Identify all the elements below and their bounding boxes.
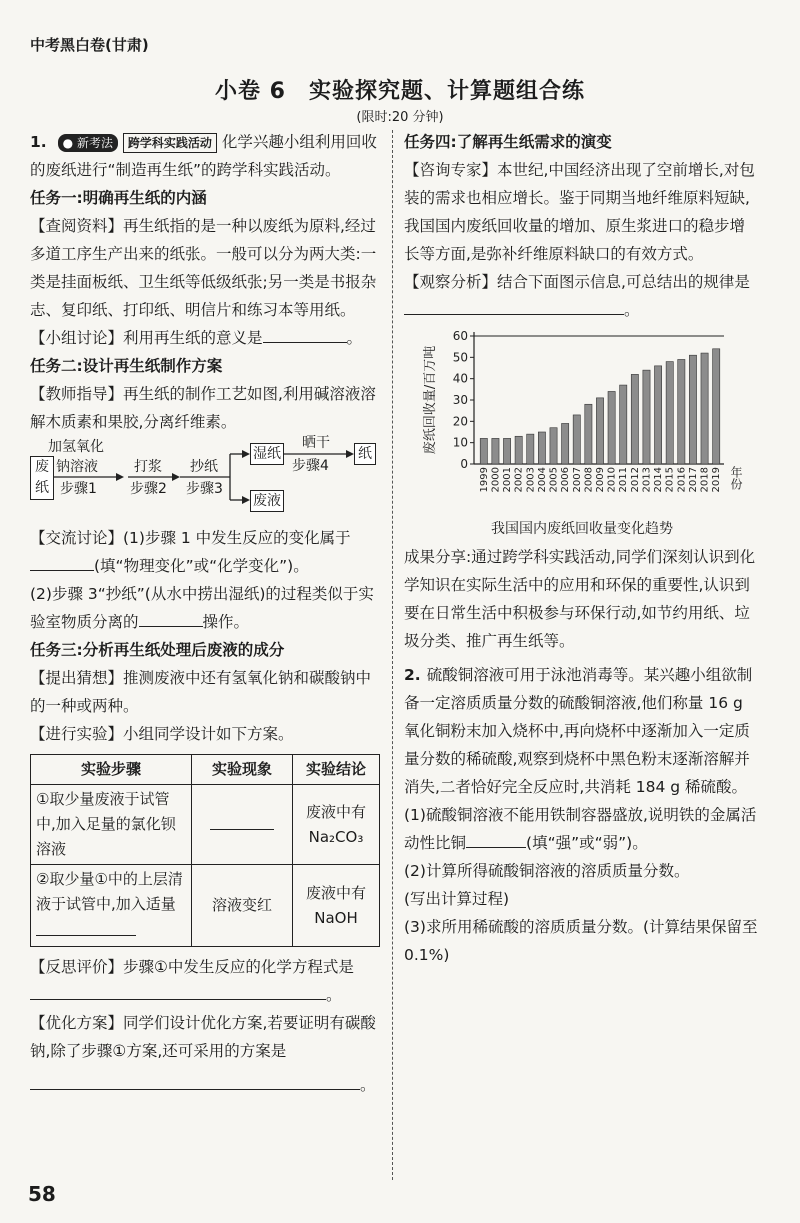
bar bbox=[527, 434, 534, 464]
task3-reflection bbox=[30, 953, 380, 1009]
x-tick-label: 2007 bbox=[571, 467, 583, 493]
x-tick-label: 2017 bbox=[687, 467, 699, 493]
q2-sub2-note: (写出计算过程) bbox=[404, 890, 510, 908]
y-tick-label: 40 bbox=[452, 371, 468, 386]
x-tick-label: 2002 bbox=[513, 467, 525, 493]
box-waste-liquid: 废液 bbox=[250, 490, 284, 512]
answer-blank[interactable] bbox=[139, 608, 203, 627]
task1-reference: 【查阅资料】再生纸指的是一种以废纸为原料,经过多道工序生产出来的纸张。一般可以分为两大类:一类是挂面板纸、卫生纸等低级纸张;另一类是书报杂志、复印纸、打印纸、明信片和练习本等用纸。 bbox=[30, 217, 377, 319]
table-header: 实验现象 bbox=[192, 755, 293, 785]
y-tick-label: 10 bbox=[452, 435, 468, 450]
task4-analysis-text: 【观察分析】结合下面图示信息,可总结出的规律是 bbox=[404, 273, 750, 291]
bar bbox=[596, 398, 603, 464]
task1-title: 任务一:明确再生纸的内涵 bbox=[30, 189, 207, 207]
x-axis-label: 年份 bbox=[729, 466, 743, 490]
experiment-table bbox=[30, 754, 380, 947]
x-tick-label: 2012 bbox=[629, 467, 641, 493]
step1-label: 步骤1 bbox=[60, 481, 97, 497]
q2-number: 2. bbox=[404, 666, 421, 684]
table-cell-conclusion: 废液中有 NaOH bbox=[293, 865, 380, 947]
task3-reflection-text: 【反思评价】步骤①中发生反应的化学方程式是 bbox=[30, 958, 354, 976]
bar bbox=[643, 370, 650, 464]
table-row bbox=[31, 865, 380, 947]
answer-blank[interactable] bbox=[30, 981, 326, 1000]
bar bbox=[689, 355, 696, 464]
period: 。 bbox=[346, 329, 363, 347]
process-flow-diagram bbox=[30, 435, 380, 518]
page-number: 58 bbox=[28, 1182, 56, 1206]
step1-reagent-1: 加氢氧化 bbox=[48, 439, 104, 455]
table-cell-step bbox=[31, 865, 192, 947]
right-column bbox=[404, 128, 760, 969]
task2-question1 bbox=[30, 524, 380, 580]
answer-blank[interactable] bbox=[30, 1071, 360, 1090]
x-tick-label: 2015 bbox=[664, 467, 676, 493]
bar bbox=[480, 438, 487, 464]
bar bbox=[631, 374, 638, 464]
answer-blank[interactable] bbox=[263, 324, 347, 343]
header-tag: 中考黑白卷(甘肃) bbox=[30, 36, 149, 54]
table-header: 实验步骤 bbox=[31, 755, 192, 785]
bar bbox=[620, 385, 627, 464]
x-tick-label: 2003 bbox=[525, 467, 537, 493]
bar bbox=[678, 359, 685, 464]
task3-experiment: 【进行实验】小组同学设计如下方案。 bbox=[30, 725, 294, 743]
step4-action: 晒干 bbox=[302, 435, 330, 451]
table-header-row bbox=[31, 755, 380, 785]
answer-blank[interactable] bbox=[36, 917, 136, 936]
task2-q1-text: 【交流讨论】(1)步骤 1 中发生反应的变化属于 bbox=[30, 529, 351, 547]
task1-discussion-text: 【小组讨论】利用再生纸的意义是 bbox=[30, 329, 263, 347]
step3-action: 抄纸 bbox=[190, 459, 218, 475]
y-tick-label: 50 bbox=[452, 350, 468, 365]
task2-title: 任务二:设计再生纸制作方案 bbox=[30, 357, 223, 375]
task2-q2-text: (2)步骤 3“抄纸”(从水中捞出湿纸)的过程类似于实验室物质分离的 bbox=[30, 585, 374, 631]
task3-hypothesis: 【提出猜想】推测废液中还有氢氧化钠和碳酸钠中的一种或两种。 bbox=[30, 669, 372, 715]
q2-intro-text: 硫酸铜溶液可用于泳池消毒等。某兴趣小组欲制备一定溶质质量分数的硫酸铜溶液,他们称量 16 g 氧化铜粉末加入烧杯中,再向烧杯中逐渐加入一定质量分数的稀硫酸,观察到烧杯中黑色粉末逐渐溶解并消失,二者恰好完全反应时,共消耗 184 g 稀硫酸。 bbox=[404, 666, 753, 796]
x-tick-label: 2010 bbox=[606, 467, 618, 493]
q1-number: 1. bbox=[30, 133, 47, 151]
x-tick-label: 2019 bbox=[711, 467, 723, 493]
column-divider bbox=[392, 130, 393, 1180]
x-tick-label: 1999 bbox=[478, 467, 490, 493]
answer-blank[interactable] bbox=[466, 829, 526, 848]
x-tick-label: 2008 bbox=[583, 467, 595, 493]
chart-title: 我国国内废纸回收量变化趋势 bbox=[491, 521, 673, 537]
table-cell-conclusion: 废液中有 Na₂CO₃ bbox=[293, 785, 380, 865]
y-tick-label: 20 bbox=[452, 414, 468, 429]
box-wet-paper: 湿纸 bbox=[250, 443, 284, 465]
x-tick-label: 2016 bbox=[676, 467, 688, 493]
table-cell-phenomenon: 溶液变红 bbox=[192, 865, 293, 947]
page-title: 小卷 6 实验探究题、计算题组合练 bbox=[215, 79, 585, 104]
y-axis-label: 废纸回收量/百万吨 bbox=[423, 345, 438, 455]
q1-intro bbox=[30, 128, 380, 184]
q2-sub2: (2)计算所得硫酸铜溶液的溶质质量分数。 bbox=[404, 862, 690, 880]
q1-intro-text: 化学兴趣小组利用回收的废纸进行“制造再生纸”的跨学科实践活动。 bbox=[30, 133, 377, 179]
table-cell-phenomenon bbox=[192, 785, 293, 865]
q1-outro: 成果分享:通过跨学科实践活动,同学们深刻认识到化学知识在实际生活中的应用和环保的重要性,认识到要在日常生活中积极参与环保行动,如节约用纸、垃圾分类、推广再生纸等。 bbox=[404, 548, 756, 650]
y-tick-label: 30 bbox=[452, 393, 468, 407]
left-column bbox=[30, 128, 380, 1099]
task4-analysis bbox=[404, 268, 760, 324]
period: 。 bbox=[326, 986, 342, 1004]
task2-q1-hint: (填“物理变化”或“化学变化”)。 bbox=[94, 557, 309, 575]
bar bbox=[654, 366, 661, 464]
y-tick-label: 60 bbox=[452, 329, 468, 343]
x-tick-label: 2013 bbox=[641, 467, 653, 493]
box-paper: 纸 bbox=[354, 443, 376, 465]
step3-label: 步骤3 bbox=[186, 481, 223, 497]
task3-title: 任务三:分析再生纸处理后废液的成分 bbox=[30, 641, 285, 659]
bar bbox=[608, 391, 615, 464]
y-tick-label: 0 bbox=[460, 457, 468, 471]
time-limit: (限时:20 分钟) bbox=[356, 110, 444, 125]
table-header: 实验结论 bbox=[293, 755, 380, 785]
x-tick-label: 2004 bbox=[536, 467, 548, 493]
q2-sub1 bbox=[404, 801, 760, 857]
cross-subject-badge: 跨学科实践活动 bbox=[123, 133, 217, 153]
bar bbox=[713, 349, 720, 464]
bar bbox=[503, 438, 510, 464]
period: 。 bbox=[360, 1076, 376, 1094]
task2-guidance: 【教师指导】再生纸的制作工艺如图,利用碱溶液溶解木质素和果胶,分离纤维素。 bbox=[30, 385, 376, 431]
bar bbox=[538, 432, 545, 464]
task2-question2 bbox=[30, 580, 380, 636]
bar bbox=[550, 428, 557, 464]
x-tick-label: 2011 bbox=[618, 467, 630, 493]
x-tick-label: 2005 bbox=[548, 467, 560, 493]
bar bbox=[515, 436, 522, 464]
step1-reagent-2: 钠溶液 bbox=[56, 459, 98, 475]
task3-optimize bbox=[30, 1009, 380, 1099]
bar bbox=[666, 362, 673, 464]
pin-icon: ● bbox=[62, 136, 74, 150]
step4-label: 步骤4 bbox=[292, 458, 329, 474]
bar bbox=[562, 423, 569, 464]
answer-blank[interactable] bbox=[404, 296, 624, 315]
box-waste-paper: 废纸 bbox=[30, 456, 54, 500]
x-tick-label: 2000 bbox=[490, 467, 502, 493]
task2-q2-tail: 操作。 bbox=[202, 613, 250, 631]
answer-blank[interactable] bbox=[210, 811, 274, 830]
answer-blank[interactable] bbox=[30, 552, 94, 571]
bar bbox=[573, 415, 580, 464]
q2-sub1-hint: (填“强”或“弱”)。 bbox=[526, 834, 648, 852]
table-step-text: ②取少量①中的上层清液于试管中,加入适量 bbox=[36, 870, 183, 913]
period: 。 bbox=[624, 301, 640, 319]
x-tick-label: 2009 bbox=[595, 467, 606, 493]
x-tick-label: 2014 bbox=[653, 467, 665, 493]
table-cell-step: ①取少量废液于试管中,加入足量的氯化钡溶液 bbox=[31, 785, 192, 865]
step2-label: 步骤2 bbox=[130, 481, 167, 497]
bar-chart-svg bbox=[404, 324, 760, 519]
x-tick-label: 2001 bbox=[502, 467, 514, 493]
task1-discussion bbox=[30, 324, 380, 352]
q2-sub1-text: (1)硫酸铜溶液不能用铁制容器盛放,说明铁的金属活动性比铜 bbox=[404, 806, 757, 852]
bar bbox=[492, 438, 499, 464]
task4-title: 任务四:了解再生纸需求的演变 bbox=[404, 133, 612, 151]
task4-expert: 【咨询专家】本世纪,中国经济出现了空前增长,对包装的需求也相应增长。鉴于同期当地纤维原料短缺,我国国内废纸回收量的增加、原生浆进口的稳步增长等方面,是弥补纤维原料缺口的有效方式。 bbox=[404, 161, 755, 263]
q2-sub3: (3)求所用稀硫酸的溶质质量分数。(计算结果保留至 0.1%) bbox=[404, 918, 758, 964]
recycling-chart bbox=[404, 324, 760, 519]
q2-intro bbox=[404, 661, 760, 801]
task3-optimize-text: 【优化方案】同学们设计优化方案,若要证明有碳酸钠,除了步骤①方案,还可采用的方案是 bbox=[30, 1014, 376, 1060]
table-row bbox=[31, 785, 380, 865]
x-tick-label: 2006 bbox=[560, 467, 572, 493]
bar bbox=[701, 353, 708, 464]
step2-action: 打浆 bbox=[134, 459, 162, 475]
badge-new-label: 新考法 bbox=[76, 136, 113, 150]
bar bbox=[585, 404, 592, 464]
new-method-badge bbox=[58, 134, 118, 152]
x-tick-label: 2018 bbox=[699, 467, 711, 493]
